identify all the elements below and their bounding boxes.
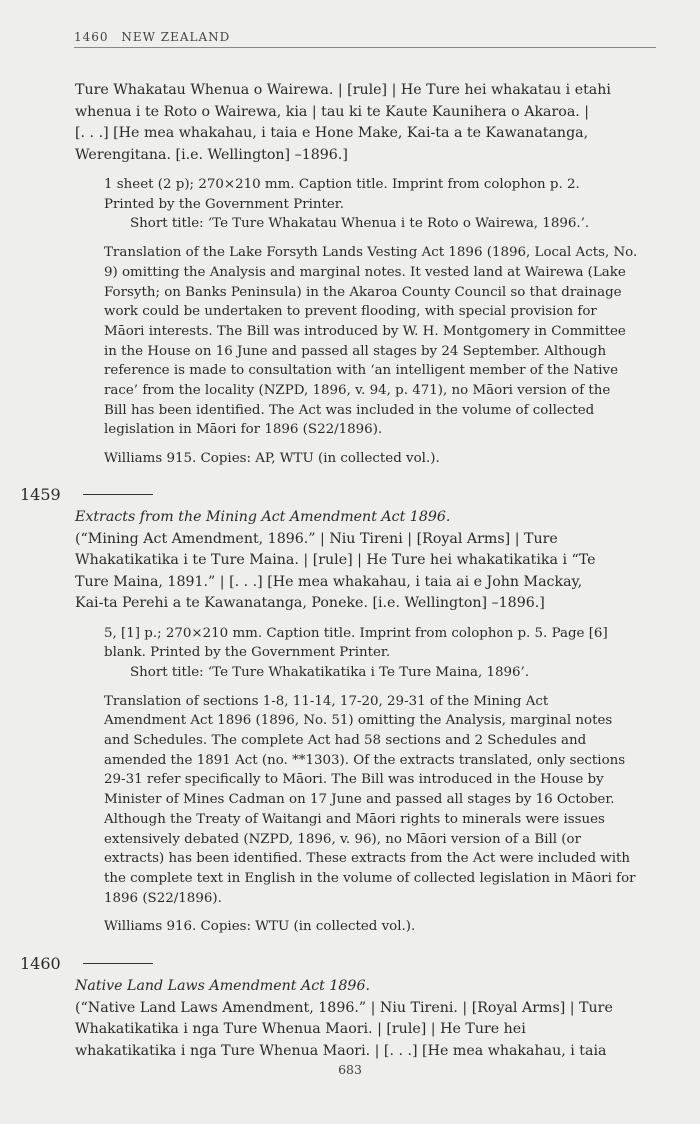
title-line: Ture Whakatau Whenua o Wairewa. | [rule] | He Ture hei whakatau i etahi (75, 82, 611, 98)
title-line: whakatikatika i nga Ture Whenua Maori. | [. . .] [He mea whakahau, i taia (75, 1042, 607, 1059)
note-line: amended the 1891 Act (no. **1303). Of the extracts translated, only sections (104, 752, 626, 768)
page-folio: 683 (338, 1062, 362, 1077)
title-line: whenua i te Roto o Wairewa, kia | tau ki te Kaute Kaunihera o Akaroa. | (75, 103, 590, 120)
note-line: Forsyth; on Banks Peninsula) in the Akaroa County Council so that drainage (104, 284, 622, 300)
title-line: Whakatikatika i te Ture Maina. | [rule] | He Ture hei whakatikatika i “Te (75, 552, 596, 568)
entry-1460 (0, 976, 700, 1062)
copies-line: Williams 916. Copies: WTU (in collected vol.). (104, 919, 416, 935)
english-title: Native Land Laws Amendment Act 1896. (75, 978, 370, 994)
short-title: Short title: ‘Te Ture Whakatikatika i Te Ture Maina, 1896’. (130, 664, 530, 680)
note-line: Amendment Act 1896 (1896, No. 51) omitting the Analysis, marginal notes (104, 713, 613, 729)
physical-description: blank. Printed by the Government Printer. (104, 645, 391, 661)
note-line: 9) omitting the Analysis and marginal notes. It vested land at Wairewa (Lake (104, 264, 626, 280)
note-line: and Schedules. The complete Act had 58 sections and 2 Schedules and (104, 733, 587, 749)
running-head (74, 30, 656, 48)
note-line: Bill has been identified. The Act was included in the volume of collected (104, 402, 595, 418)
title-line: (“Mining Act Amendment, 1896.” | Niu Tireni | [Royal Arms] | Ture (75, 530, 558, 547)
copies-line: Williams 915. Copies: AP, WTU (in collected vol.). (104, 451, 440, 467)
running-head-page-number: 1460 (74, 30, 109, 44)
physical-description: 5, [1] p.; 270×210 mm. Caption title. Imprint from colophon p. 5. Page [6] (104, 625, 608, 641)
title-line: Werengitana. [i.e. Wellington] –1896.] (75, 146, 348, 163)
running-head-section: NEW ZEALAND (121, 30, 231, 44)
note-line: extracts) has been identified. These extracts from the Act were included with (104, 851, 631, 867)
title-line: (“Native Land Laws Amendment, 1896.” | Niu Tireni. | [Royal Arms] | Ture (75, 999, 613, 1016)
entry-1459-heading (20, 485, 153, 504)
note-line: extensively debated (NZPD, 1896, v. 96), no Māori version of a Bill (or (104, 831, 581, 847)
note-line: 1896 (S22/1896). (104, 890, 222, 906)
entry-dash (83, 963, 153, 964)
physical-description: 1 sheet (2 p); 270×210 mm. Caption title. Imprint from colophon p. 2. (104, 177, 580, 192)
title-line: Kai-ta Perehi a te Kawanatanga, Poneke. [i.e. Wellington] –1896.] (75, 595, 545, 611)
title-line: Ture Maina, 1891.” | [. . .] [He mea whakahau, i taia ai e John Mackay, (75, 573, 583, 590)
note-line: 29-31 refer specifically to Māori. The Bill was introduced in the House by (104, 772, 604, 788)
note-line: Māori interests. The Bill was introduced by W. H. Montgomery in Committee (104, 323, 626, 339)
entry-1458 (0, 80, 700, 469)
physical-description: Printed by the Government Printer. (104, 196, 344, 212)
note-line: race’ from the locality (NZPD, 1896, v. 94, p. 471), no Māori version of the (104, 383, 611, 399)
entry-dash (83, 494, 153, 495)
entry-1460-heading (20, 954, 153, 973)
short-title: Short title: ‘Te Ture Whakatau Whenua i te Roto o Wairewa, 1896.’. (130, 216, 590, 232)
entry-number: 1459 (20, 485, 61, 504)
note-line: in the House on 16 June and passed all stages by 24 September. Although (104, 343, 607, 359)
title-line: Whakatikatika i nga Ture Whenua Maori. | [rule] | He Ture hei (75, 1021, 526, 1037)
note-line: the complete text in English in the volume of collected legislation in Māori for (104, 870, 636, 886)
note-line: reference is made to consultation with ‘an intelligent member of the Native (104, 363, 619, 379)
note-line: work could be undertaken to prevent flooding, with special provision for (104, 304, 597, 320)
english-title: Extracts from the Mining Act Amendment Act 1896. (75, 509, 451, 525)
note-line: Minister of Mines Cadman on 17 June and passed all stages by 16 October. (104, 792, 615, 808)
entry-1459 (0, 507, 700, 937)
entry-number: 1460 (20, 954, 61, 973)
note-line: Although the Treaty of Waitangi and Māori rights to minerals were issues (104, 811, 605, 827)
title-line: [. . .] [He mea whakahau, i taia e Hone Make, Kai-ta a te Kawanatanga, (75, 125, 589, 141)
note-line: Translation of the Lake Forsyth Lands Vesting Act 1896 (1896, Local Acts, No. (104, 245, 638, 261)
note-line: Translation of sections 1-8, 11-14, 17-20, 29-31 of the Mining Act (104, 693, 549, 709)
note-line: legislation in Māori for 1896 (S22/1896). (104, 422, 383, 438)
